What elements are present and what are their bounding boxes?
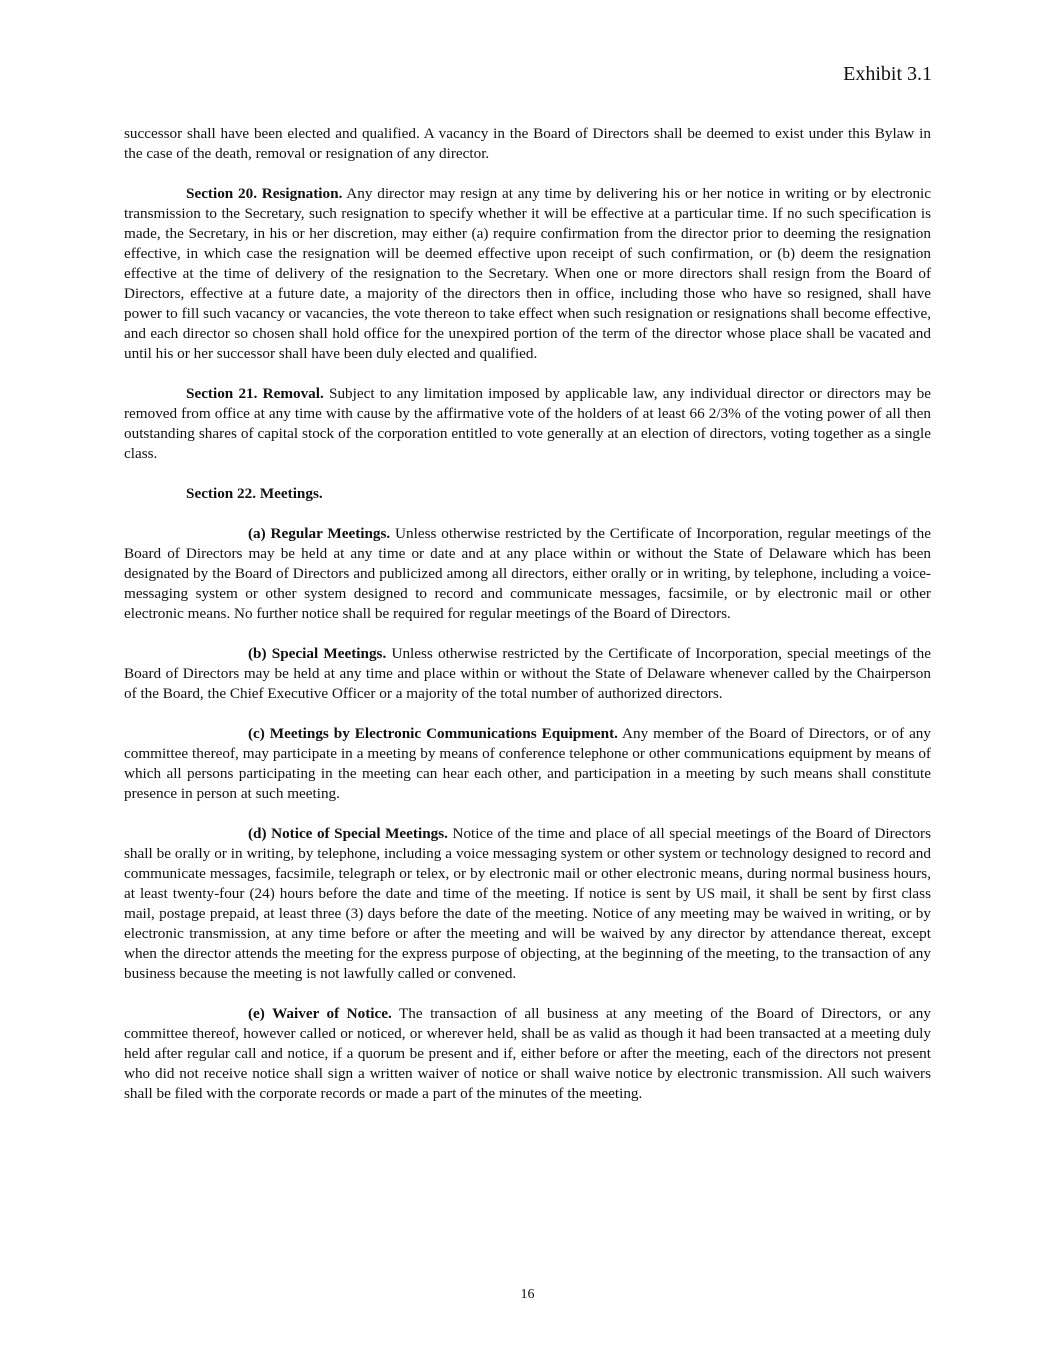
subsection-e-text: The transaction of all business at any meeting of the Board of Directors, or any committee thereof, however called or noticed, or wherever held, shall be as valid as though it had been transacted at a meeting duly held after regular call and notice, if a quorum be present and if, either before or after the meeting, each of the directors not present who did not receive notice shall sign a written waiver of notice or shall waive notice by electronic transmission. All such waivers shall be filed with the corporate records or made a part of the minutes of the meeting.: [124, 1005, 931, 1102]
section-20-text: Any director may resign at any time by delivering his or her notice in writing or by electronic transmission to the Secretary, such resignation to specify whether it will be effective at a particular time. If no such specification is made, the Secretary, in his or her discretion, may either (a) require confirmation from the director prior to deeming the resignation effective, in which case the resignation will be deemed effective upon receipt of such confirmation, or (b) deem the resignation effective at the time of delivery of the resignation to the Secretary. When one or more directors shall resign from the Board of Directors, effective at a future date, a majority of the directors then in office, including those who have so resigned, shall have power to fill such vacancy or vacancies, the vote thereon to take effect when such resignation or resignations shall become effective, and each director so chosen shall hold office for the unexpired portion of the term of the director whose place shall be vacated and until his or her successor shall have been duly elected and qualified.: [124, 185, 931, 362]
subsection-d-paragraph: [124, 824, 931, 984]
subsection-a-paragraph: [124, 524, 931, 624]
subsection-a-heading: (a) Regular Meetings.: [248, 525, 391, 542]
subsection-e-heading: (e) Waiver of Notice.: [248, 1005, 392, 1022]
subsection-a-text: Unless otherwise restricted by the Certificate of Incorporation, regular meetings of the Board of Directors may be held at any time or date and at any place within or without the State of Delaware which has been designated by the Board of Directors and publicized among all directors, either orally or in writing, by telephone, including a voice-messaging system or other system designed to record and communicate messages, facsimile, or by electronic mail or other electronic means. No further notice shall be required for regular meetings of the Board of Directors.: [124, 525, 931, 622]
subsection-c-text: Any member of the Board of Directors, or of any committee thereof, may participate in a meeting by means of conference telephone or other communications equipment by means of which all persons participating in the meeting can hear each other, and participation in a meeting by such means shall constitute presence in person at such meeting.: [124, 725, 931, 802]
section-22-heading: Section 22. Meetings.: [186, 485, 323, 502]
subsection-c-paragraph: [124, 724, 931, 804]
section-21-text: Subject to any limitation imposed by applicable law, any individual director or directors may be removed from office at any time with cause by the affirmative vote of the holders of at least 66 2/3% of the voting power of all then outstanding shares of capital stock of the corporation entitled to vote generally at an election of directors, voting together as a single class.: [124, 385, 931, 462]
section-22-paragraph: [124, 484, 931, 504]
subsection-b-paragraph: [124, 644, 931, 704]
section-21-paragraph: [124, 384, 931, 464]
section-20-heading: Section 20. Resignation.: [186, 185, 343, 202]
subsection-d-heading: (d) Notice of Special Meetings.: [248, 825, 448, 842]
exhibit-label: Exhibit 3.1: [843, 63, 932, 85]
page-number: 16: [520, 1287, 535, 1302]
section-21-heading: Section 21. Removal.: [186, 385, 324, 402]
subsection-d-text: Notice of the time and place of all special meetings of the Board of Directors shall be orally or in writing, by telephone, including a voice messaging system or other system or technology designed to record and communicate messages, facsimile, telegraph or telex, or by electronic mail or other electronic means, during normal business hours, at least twenty-four (24) hours before the date and time of the meeting. If notice is sent by US mail, it shall be sent by first class mail, postage prepaid, at least three (3) days before the date of the meeting. Notice of any meeting may be waived in writing, or by electronic transmission, at any time before or after the meeting and will be waived by any director by attendance thereat, except when the director attends the meeting for the express purpose of objecting, at the beginning of the meeting, to the transaction of any business because the meeting is not lawfully called or convened.: [124, 825, 931, 982]
subsection-c-heading: (c) Meetings by Electronic Communications Equipment.: [248, 725, 618, 742]
subsection-b-text: Unless otherwise restricted by the Certificate of Incorporation, special meetings of the Board of Directors may be held at any time and place within or without the State of Delaware whenever called by the Chairperson of the Board, the Chief Executive Officer or a majority of the total number of authorized directors.: [124, 645, 931, 702]
subsection-b-heading: (b) Special Meetings.: [248, 645, 387, 662]
document-body: [124, 124, 931, 1124]
section-20-paragraph: [124, 184, 931, 364]
subsection-e-paragraph: [124, 1004, 931, 1104]
continuation-paragraph: successor shall have been elected and qualified. A vacancy in the Board of Directors shall be deemed to exist under this Bylaw in the case of the death, removal or resignation of any director.: [124, 125, 931, 162]
